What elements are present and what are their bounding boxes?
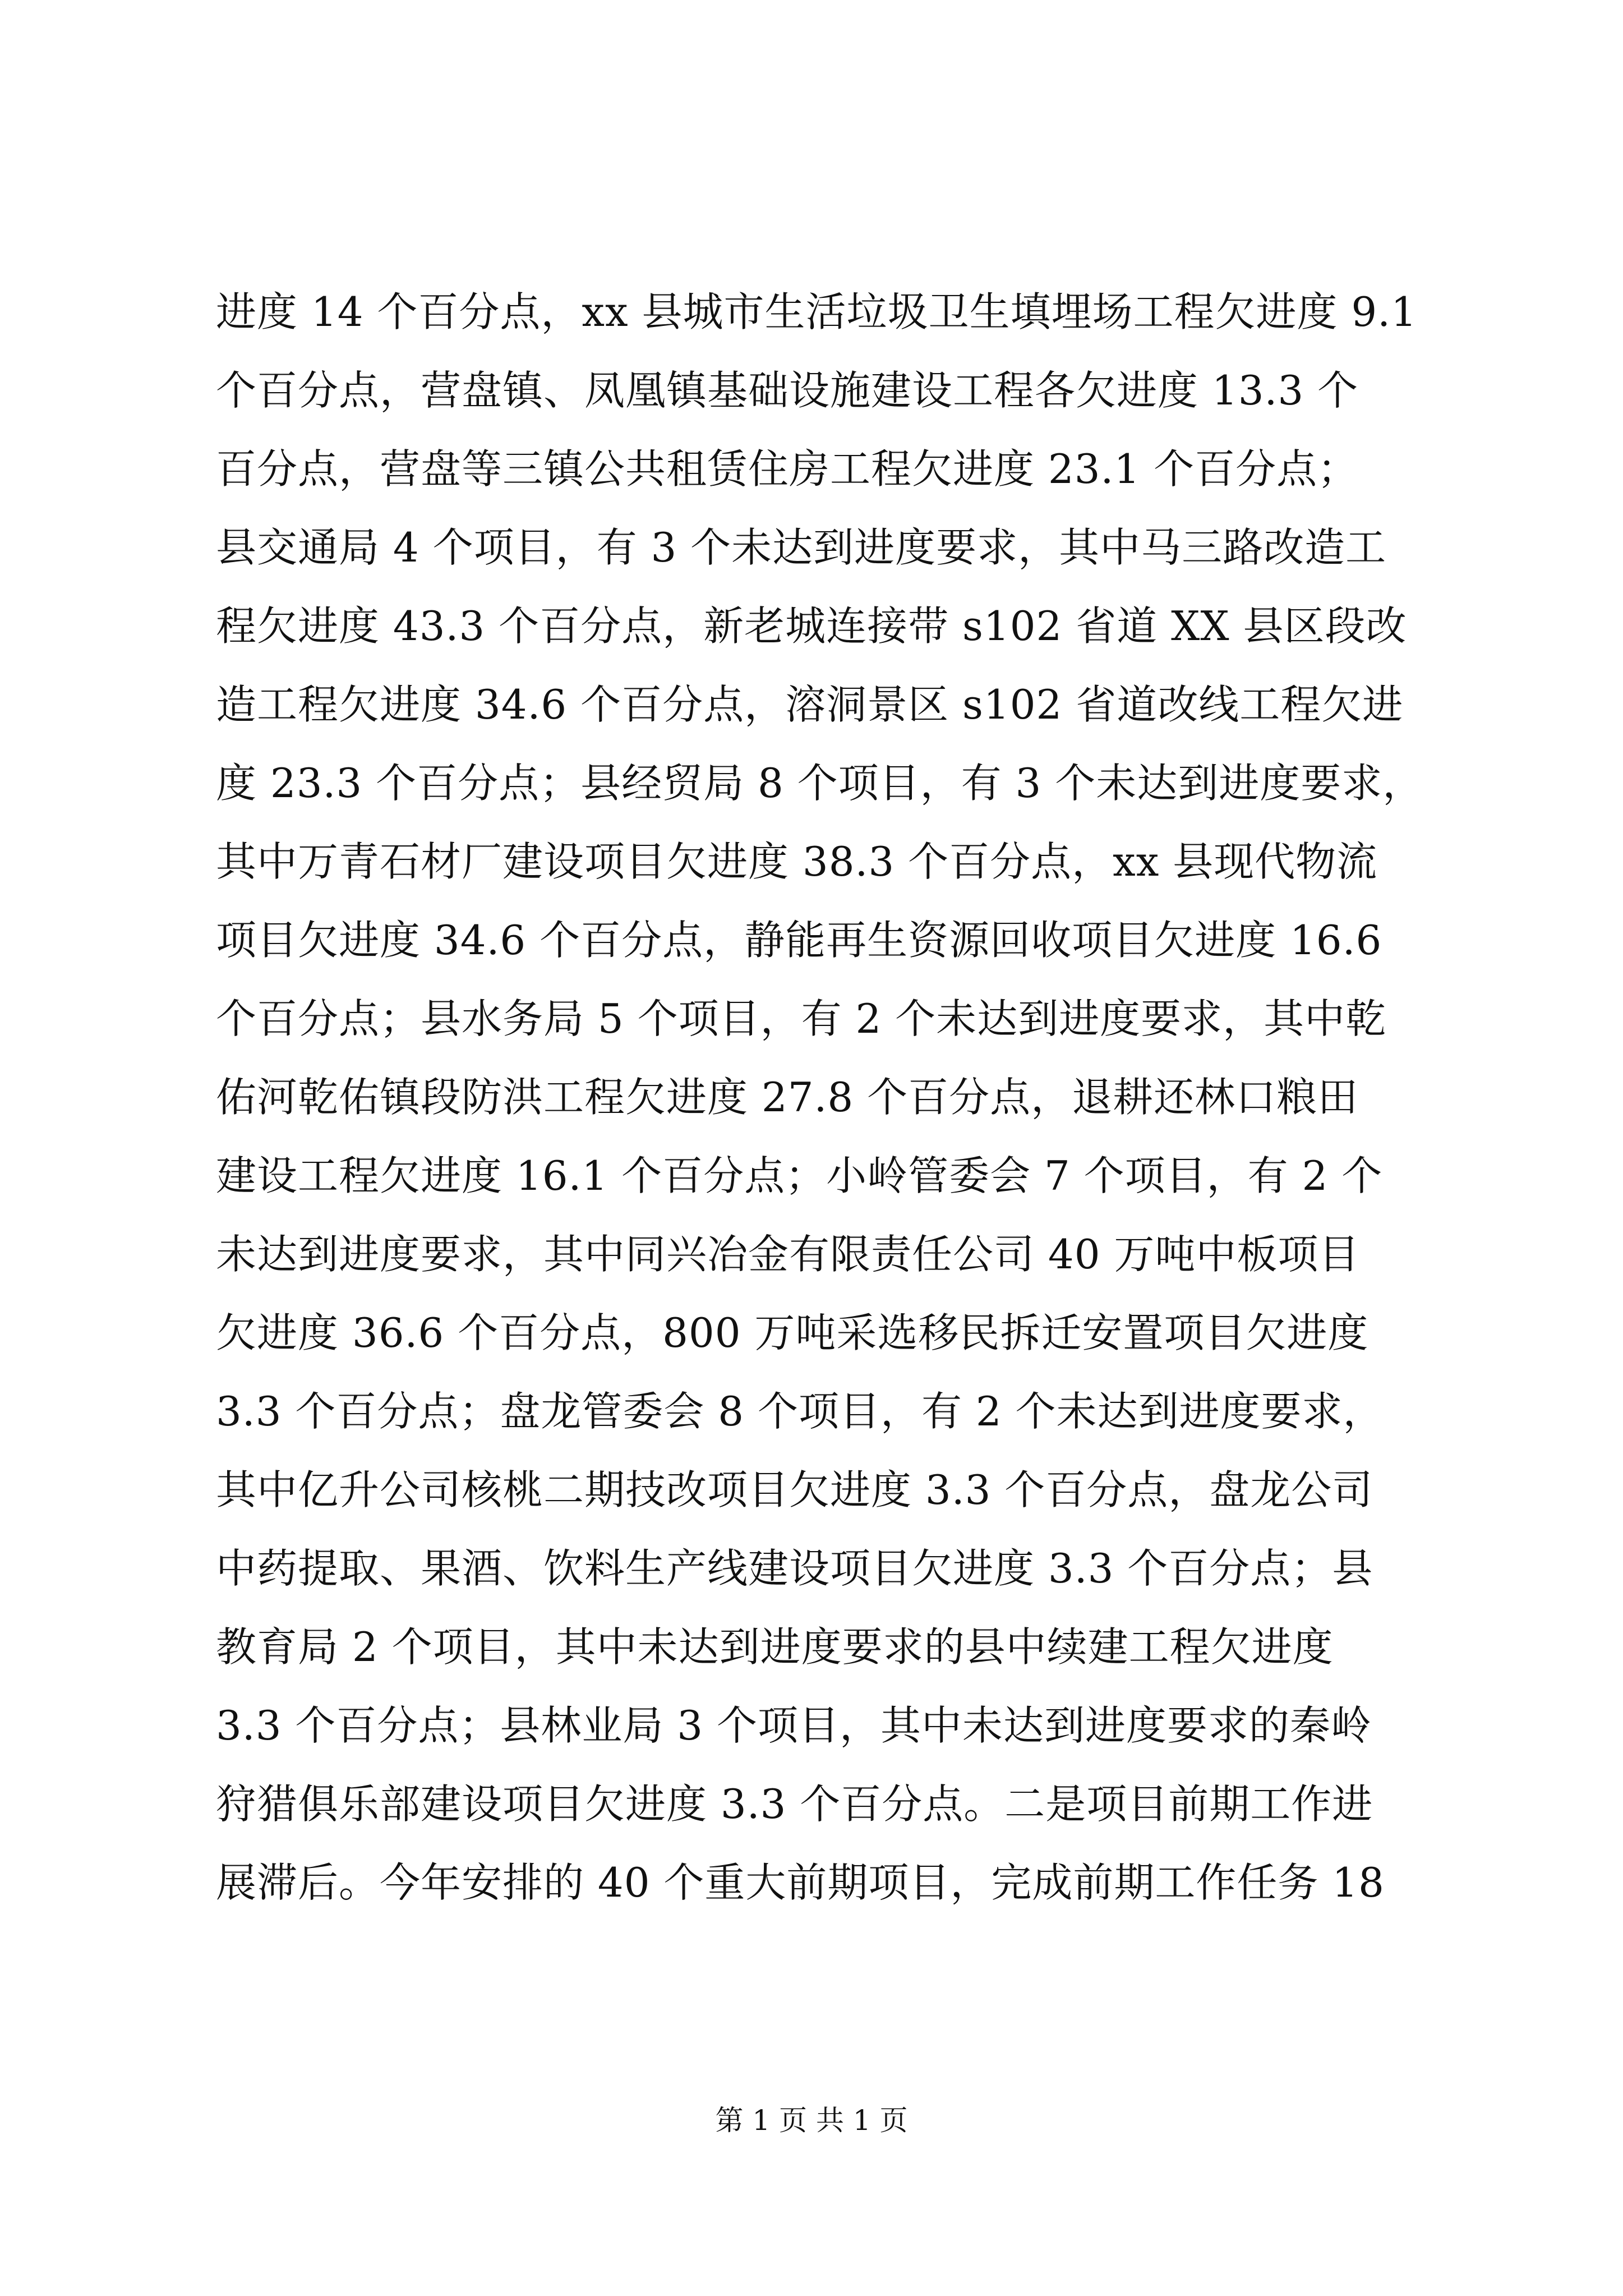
text-line: 建设工程欠进度 16.1 个百分点；小岭管委会 7 个项目，有 2 个 bbox=[216, 1152, 1383, 1199]
body-text bbox=[216, 273, 1450, 1922]
text-line: 进度 14 个百分点，xx 县城市生活垃圾卫生填埋场工程欠进度 9.1 bbox=[216, 288, 1417, 335]
text-line: 狩猎俱乐部建设项目欠进度 3.3 个百分点。二是项目前期工作进 bbox=[216, 1780, 1373, 1828]
text-line: 县交通局 4 个项目，有 3 个未达到进度要求，其中马三路改造工 bbox=[216, 524, 1387, 571]
text-line: 其中万青石材厂建设项目欠进度 38.3 个百分点，xx 县现代物流 bbox=[216, 838, 1378, 885]
text-line: 度 23.3 个百分点；县经贸局 8 个项目，有 3 个未达到进度要求， bbox=[216, 760, 1424, 807]
text-line: 教育局 2 个项目，其中未达到进度要求的县中续建工程欠进度 bbox=[216, 1623, 1334, 1671]
text-line: 百分点，营盘等三镇公共租赁住房工程欠进度 23.1 个百分点； bbox=[216, 445, 1359, 493]
text-line: 个百分点，营盘镇、凤凰镇基础设施建设工程各欠进度 13.3 个 bbox=[216, 367, 1359, 414]
page-footer bbox=[0, 2101, 1623, 2140]
text-line: 3.3 个百分点；盘龙管委会 8 个项目，有 2 个未达到进度要求， bbox=[216, 1388, 1384, 1435]
text-line: 中药提取、果酒、饮料生产线建设项目欠进度 3.3 个百分点；县 bbox=[216, 1545, 1373, 1592]
text-line: 3.3 个百分点；县林业局 3 个项目，其中未达到进度要求的秦岭 bbox=[216, 1702, 1372, 1749]
text-line: 佑河乾佑镇段防洪工程欠进度 27.8 个百分点，退耕还林口粮田 bbox=[216, 1074, 1359, 1121]
text-line: 未达到进度要求，其中同兴冶金有限责任公司 40 万吨中板项目 bbox=[216, 1231, 1360, 1278]
text-line: 程欠进度 43.3 个百分点，新老城连接带 s102 省道 XX 县区段改 bbox=[216, 602, 1407, 650]
page-number-label: 第 1 页 共 1 页 bbox=[715, 2104, 908, 2137]
text-line: 欠进度 36.6 个百分点，800 万吨采选移民拆迁安置项目欠进度 bbox=[216, 1309, 1369, 1356]
text-line: 项目欠进度 34.6 个百分点，静能再生资源回收项目欠进度 16.6 bbox=[216, 917, 1382, 964]
text-line: 展滞后。今年安排的 40 个重大前期项目，完成前期工作任务 18 bbox=[216, 1859, 1385, 1906]
text-line: 个百分点；县水务局 5 个项目，有 2 个未达到进度要求，其中乾 bbox=[216, 995, 1387, 1042]
text-line: 造工程欠进度 34.6 个百分点，溶洞景区 s102 省道改线工程欠进 bbox=[216, 681, 1404, 728]
text-line: 其中亿升公司核桃二期技改项目欠进度 3.3 个百分点，盘龙公司 bbox=[216, 1466, 1373, 1513]
